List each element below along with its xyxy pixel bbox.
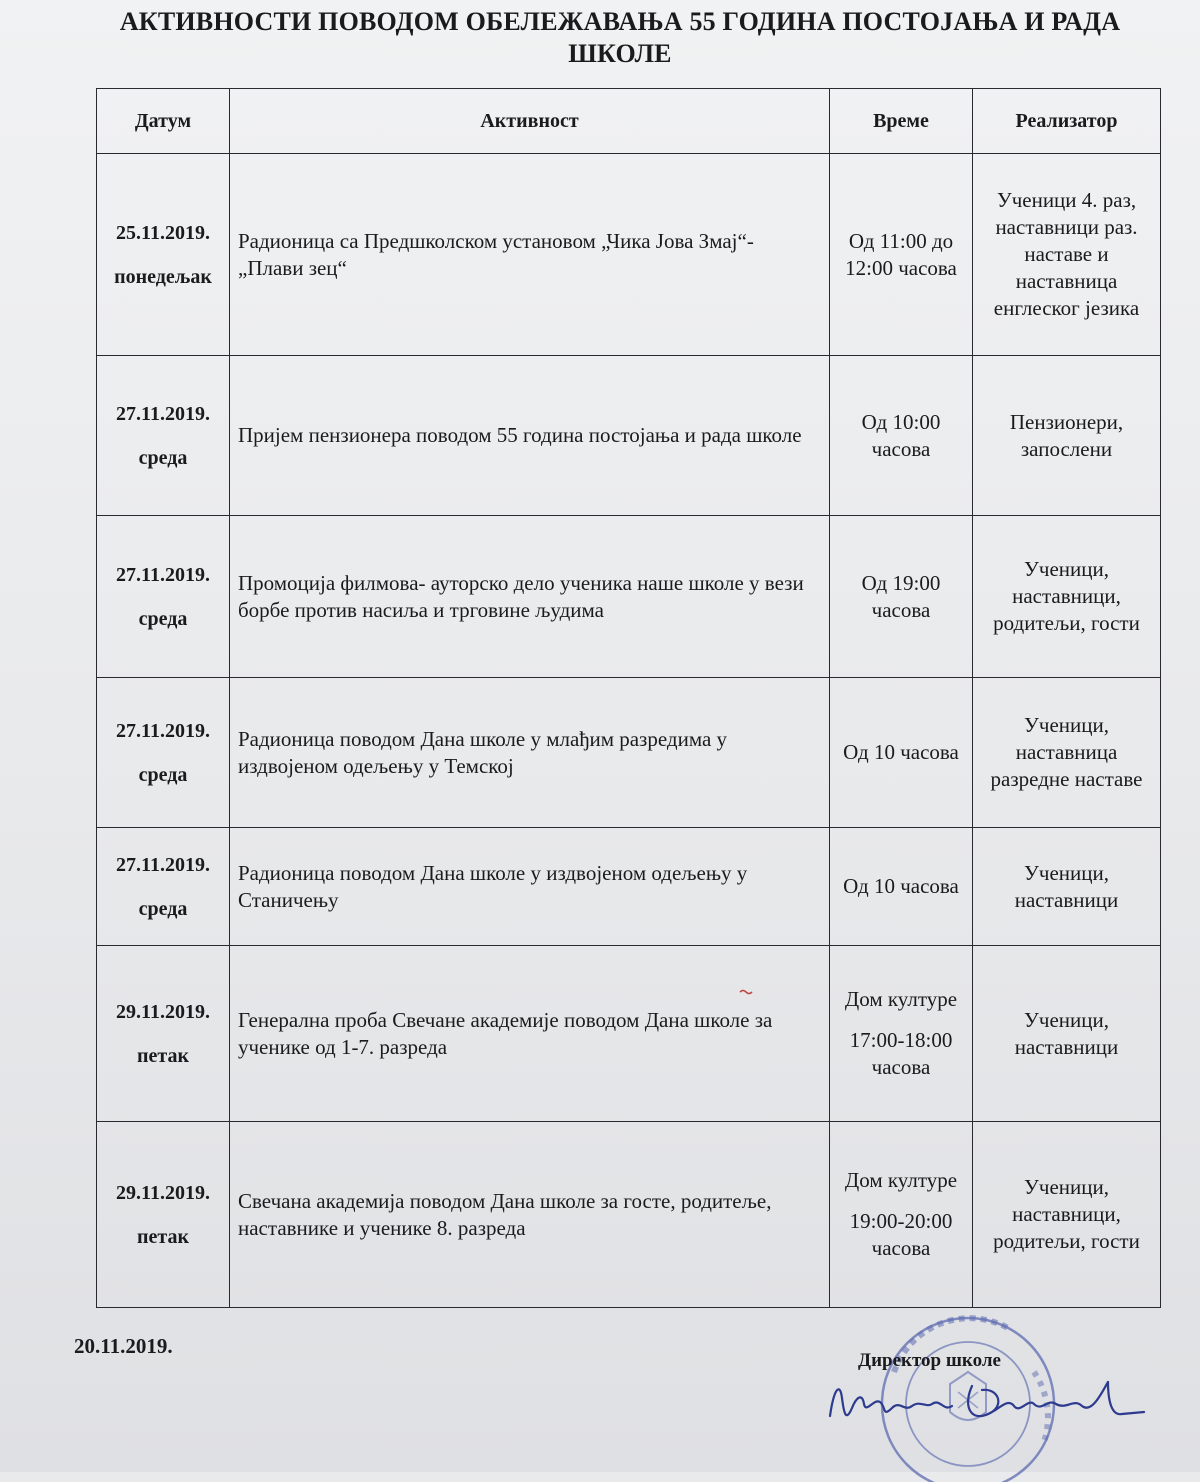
date-cell [97, 516, 230, 678]
row-day: среда [138, 897, 188, 920]
row-day: среда [138, 763, 188, 786]
time-cell [830, 1122, 973, 1308]
time-cell: Од 10 часова [830, 828, 973, 946]
venue-label: Дом културе [844, 987, 958, 1011]
activity-cell: Промоција филмова- ауторско дело ученика наше школе у вези борбе против насиља и трговине људима [230, 516, 830, 678]
performer-cell: Ученици, наставници, родитељи, гости [973, 1122, 1161, 1308]
performer-cell: Пензионери, запослени [973, 356, 1161, 516]
time-cell: Од 19:00 часова [830, 516, 973, 678]
time-cell [830, 946, 973, 1122]
row-day: понедељак [114, 265, 212, 288]
header-activity: Активност [230, 89, 830, 154]
performer-cell: Ученици, наставници [973, 946, 1161, 1122]
director-title: Директор школе [858, 1350, 1001, 1371]
performer-cell: Ученици, наставница разредне наставе [973, 678, 1161, 828]
row-date: 27.11.2019. [116, 719, 210, 742]
activity-cell: Радионица поводом Дана школе у млађим разредима у издвојеном одељењу у Темској [230, 678, 830, 828]
venue-label: Дом културе [844, 1168, 958, 1192]
table-row [97, 154, 1161, 356]
date-cell [97, 154, 230, 356]
performer-cell: Ученици, наставници, родитељи, гости [973, 516, 1161, 678]
row-day: среда [138, 446, 188, 469]
document-title: АКТИВНОСТИ ПОВОДОМ ОБЕЛЕЖАВАЊА 55 ГОДИНА ПОСТОЈАЊА И РАДА ШКОЛЕ [119, 7, 1121, 68]
row-day: петак [137, 1044, 189, 1067]
activity-cell: Генерална проба Свечане академије поводом Дана школе за ученике од 1-7. разреда [230, 946, 830, 1122]
time-cell: Од 10 часова [830, 678, 973, 828]
time-range: 19:00-20:00 часова [849, 1209, 953, 1260]
activity-cell: Радионица поводом Дана школе у издвојеном одељењу у Станичењу [230, 828, 830, 946]
table-header-row [97, 89, 1161, 154]
document-date: 20.11.2019. [74, 1334, 173, 1358]
row-date: 29.11.2019. [116, 1181, 210, 1204]
table-row [97, 356, 1161, 516]
header-performer: Реализатор [973, 89, 1161, 154]
row-date: 25.11.2019. [116, 221, 210, 244]
date-cell [97, 678, 230, 828]
activity-cell: Пријем пензионера поводом 55 година постојања и рада школе [230, 356, 830, 516]
activities-table [96, 88, 1161, 1308]
performer-cell: Ученици 4. раз, наставници раз. наставе и наставница енглеског језика [973, 154, 1161, 356]
row-day: среда [138, 607, 188, 630]
header-time: Време [830, 89, 973, 154]
performer-cell: Ученици, наставници [973, 828, 1161, 946]
table-row [97, 516, 1161, 678]
pen-mark [739, 988, 753, 996]
table-row [97, 946, 1161, 1122]
time-cell: Од 10:00 часова [830, 356, 973, 516]
activity-cell: Радионица са Предшколском установом „Чика Јова Змај“- „Плави зец“ [230, 154, 830, 356]
row-date: 27.11.2019. [116, 563, 210, 586]
director-signature [822, 1368, 1152, 1438]
row-day: петак [137, 1225, 189, 1248]
row-date: 29.11.2019. [116, 1000, 210, 1023]
date-cell [97, 828, 230, 946]
row-date: 27.11.2019. [116, 402, 210, 425]
time-cell: Од 11:00 до 12:00 часова [830, 154, 973, 356]
table-row [97, 828, 1161, 946]
header-date: Датум [97, 89, 230, 154]
date-cell [97, 1122, 230, 1308]
activity-cell: Свечана академија поводом Дана школе за госте, родитеље, наставнике и ученике 8. разреда [230, 1122, 830, 1308]
table-row [97, 678, 1161, 828]
table-row [97, 1122, 1161, 1308]
row-date: 27.11.2019. [116, 853, 210, 876]
time-range: 17:00-18:00 часова [849, 1028, 953, 1079]
date-cell [97, 356, 230, 516]
date-cell [97, 946, 230, 1122]
